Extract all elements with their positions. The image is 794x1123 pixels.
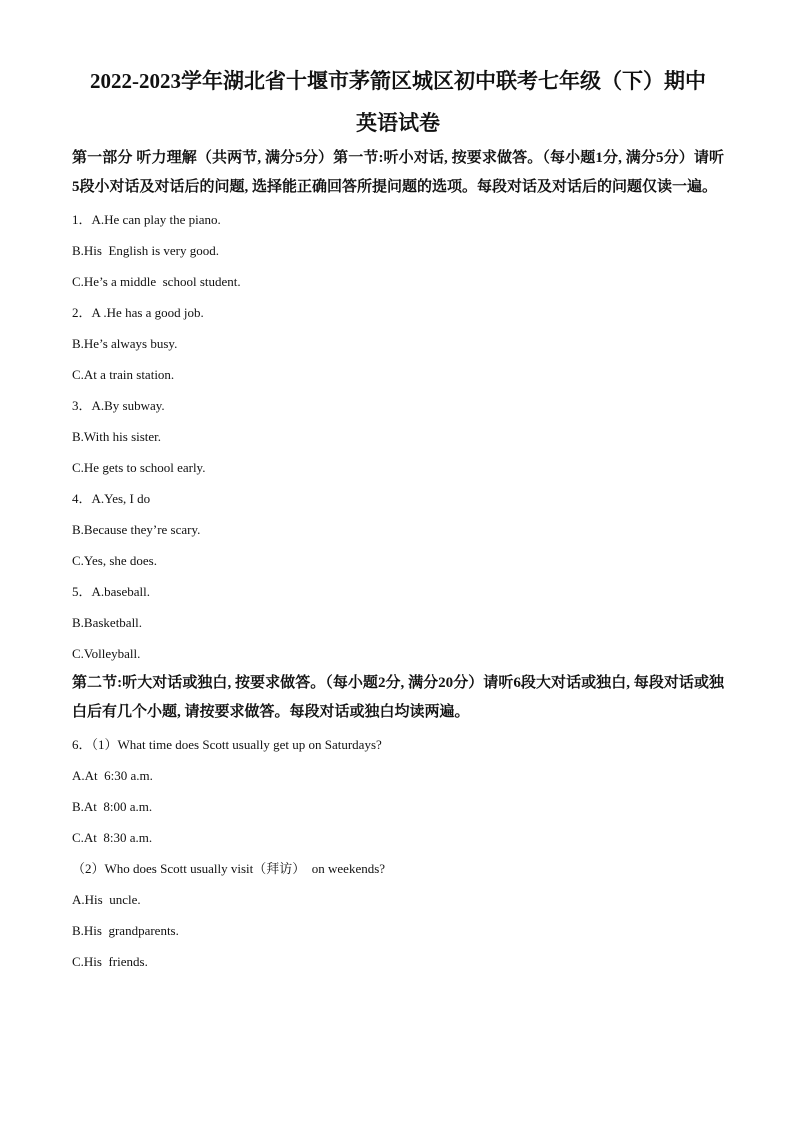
option-line: B.Because they’re scary. (72, 522, 201, 537)
exam-title-line1: 2022-2023学年湖北省十堰市茅箭区城区初中联考七年级（下）期中 (90, 69, 706, 93)
option-line: B.At 8:00 a.m. (72, 799, 153, 814)
part1-question-list (72, 204, 724, 669)
option-line: C.He’s a middle school student. (72, 274, 241, 289)
option-line: B.With his sister. (72, 429, 162, 444)
question-line: 2．A .He has a good job. (72, 305, 204, 320)
question-line: （2）Who does Scott usually visit（拜访） on weekends? (72, 861, 386, 876)
option-line: B.Basketball. (72, 615, 143, 630)
option-line: C.He gets to school early. (72, 460, 206, 475)
option-line: C.His friends. (72, 954, 148, 969)
exam-title-line2: 英语试卷 (356, 111, 440, 135)
question-line: 1．A.He can play the piano. (72, 212, 221, 227)
question-line: 6．（1）What time does Scott usually get up on Saturdays? (72, 737, 382, 752)
part2-heading: 第二节:听大对话或独白, 按要求做答。（每小题2分, 满分20分）请听6段大对话或独白, 每段对话或独白后有几个小题, 请按要求做答。每段对话或独白均读两遍。 (72, 675, 724, 720)
option-line: A.At 6:30 a.m. (72, 768, 153, 783)
option-line: C.Volleyball. (72, 646, 141, 661)
exam-page (72, 66, 724, 977)
option-line: B.His English is very good. (72, 243, 219, 258)
option-line: C.At 8:30 a.m. (72, 830, 153, 845)
option-line: C.At a train station. (72, 367, 175, 382)
question-line: 3．A.By subway. (72, 398, 165, 413)
question-line: 5．A.baseball. (72, 584, 150, 599)
option-line: B.His grandparents. (72, 923, 179, 938)
option-line: C.Yes, she does. (72, 553, 157, 568)
part2-question-list (72, 729, 724, 977)
option-line: A.His uncle. (72, 892, 141, 907)
part1-heading: 第一部分 听力理解（共两节, 满分5分）第一节:听小对话, 按要求做答。（每小题1分, 满分5分）请听5段小对话及对话后的问题, 选择能正确回答所提问题的选项。每段对话及对话后的问题仅读一遍。 (72, 150, 724, 195)
question-line: 4．A.Yes, I do (72, 491, 151, 506)
option-line: B.He’s always busy. (72, 336, 178, 351)
